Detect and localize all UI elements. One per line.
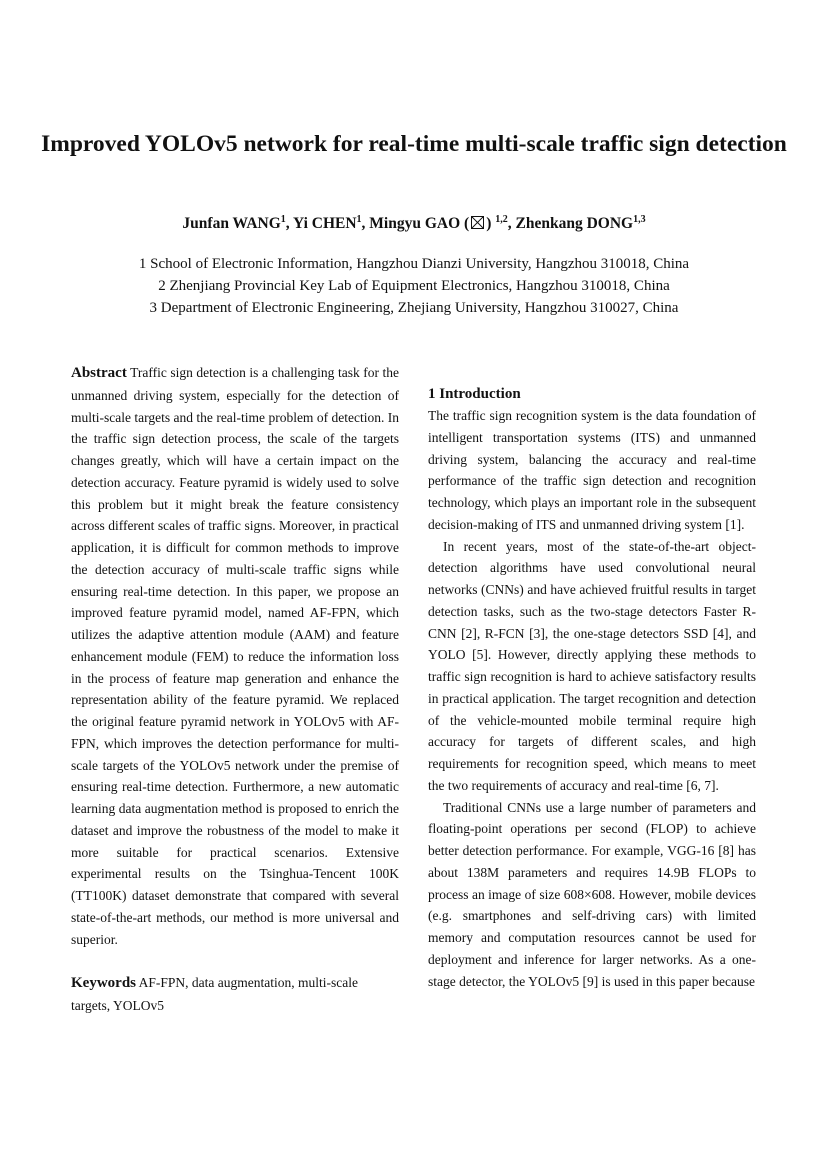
affiliation: 2 Zhenjiang Provincial Key Lab of Equipment Electronics, Hangzhou 310018, China: [158, 278, 670, 294]
body-paragraph: The traffic sign recognition system is the data foundation of intelligent transportation systems (ITS) and unmanned driving system, balancing the accuracy and real-time performance of the traffic sign detection and recognition technology, which plays an important role in the subsequent decision-making of ITS and unmanned driving system [1].: [428, 408, 756, 532]
affiliation-list: [40, 253, 788, 319]
author-affiliation-mark: 1,2: [495, 214, 508, 225]
body-paragraph: Traditional CNNs use a large number of parameters and floating-point operations per second (FLOP) to achieve better detection performance. For example, VGG-16 [8] has about 138M parameters and requires 14.9B FLOPs to process an image of size 608×608. However, mobile devices (e.g. smartphones and self-driving cars) with limited memory and computation resources cannot be used for deployment and inference for larger networks. As a one-stage detector, the YOLOv5 [9] is used in this paper because: [428, 799, 756, 989]
author-name: Zhenkang DONG: [515, 215, 634, 233]
author-name: Mingyu GAO: [369, 215, 461, 233]
keywords-body: AF-FPN, data augmentation, multi-scale targets, YOLOv5: [71, 975, 358, 1013]
author-list: Junfan WANG$^1$, Yi CHEN$^1$, Mingyu GAO ( ) $^{1,2}$, Zhenkang DONG$^{1,3}$: [182, 214, 646, 233]
abstract-label: Abstract: [71, 365, 127, 381]
author-affiliation-mark: 1: [356, 214, 362, 225]
author-name: Yi CHEN: [292, 215, 357, 233]
section-heading: 1 Introduction: [428, 386, 521, 402]
affiliation: 1 School of Electronic Information, Hangzhou Dianzi University, Hangzhou 310018, China: [138, 256, 690, 272]
author-affiliation-mark: 1,3: [633, 214, 646, 225]
abstract-body: Traffic sign detection is a challenging task for the unmanned driving system, especially for the detection of multi-scale targets and the real-time problem of detection. In the traffic sign detection process, the scale of the targets changes greatly, which will have a certain impact on the detection accuracy. Feature pyramid is widely used to solve this problem but it might break the feature consistency across different scales of traffic signs. Moreover, in practical application, it is difficult for common methods to improve the detection accuracy of multi-scale traffic signs while ensuring real-time detection. In this paper, we propose an improved feature pyramid model, named AF-FPN, which utilizes the adaptive attention module (AAM) and feature enhancement module (FEM) to reduce the information loss in the process of feature map generation and enhance the representation ability of the feature pyramid. We replaced the original feature pyramid network in YOLOv5 with AF-FPN, which improves the detection performance for multi-scale targets of the YOLOv5 network under the premise of ensuring real-time detection. Furthermore, a new automatic learning data augmentation method is proposed to enrich the dataset and improve the robustness of the model to make it more suitable for practical scenarios. Extensive experimental results on the Tsinghua-Tencent 100K (TT100K) dataset demonstrate that compared with several state-of-the-art methods, our method is more universal and superior.: [71, 365, 399, 947]
paper-title: Improved YOLOv5 network for real-time multi-scale traffic sign detection: [41, 131, 787, 157]
author-affiliation-mark: 1: [280, 214, 286, 225]
envelope-icon: [471, 216, 484, 229]
keywords-label: Keywords: [71, 975, 136, 992]
author-name: Junfan WANG: [182, 215, 281, 233]
left-column: [71, 362, 399, 1017]
abstract: [71, 362, 399, 950]
affiliation: 3 Department of Electronic Engineering, Zhejiang University, Hangzhou 310027, China: [149, 300, 679, 316]
right-column: [428, 384, 756, 992]
keywords: [71, 972, 399, 1017]
body-paragraph: In recent years, most of the state-of-the-art object-detection algorithms have used convolutional neural networks (CNNs) and have achieved fruitful results in target detection tasks, such as the two-stage detectors Faster R-CNN [2], R-FCN [3], the one-stage detectors SSD [4], and YOLO [5]. However, directly applying these methods to traffic sign recognition is hard to achieve satisfactory results in practical application. The target recognition and detection of the vehicle-mounted mobile terminal require high accuracy for targets of different scales, and high requirements for recognition speed, which means to meet the two requirements of accuracy and real-time [6, 7].: [428, 538, 756, 793]
